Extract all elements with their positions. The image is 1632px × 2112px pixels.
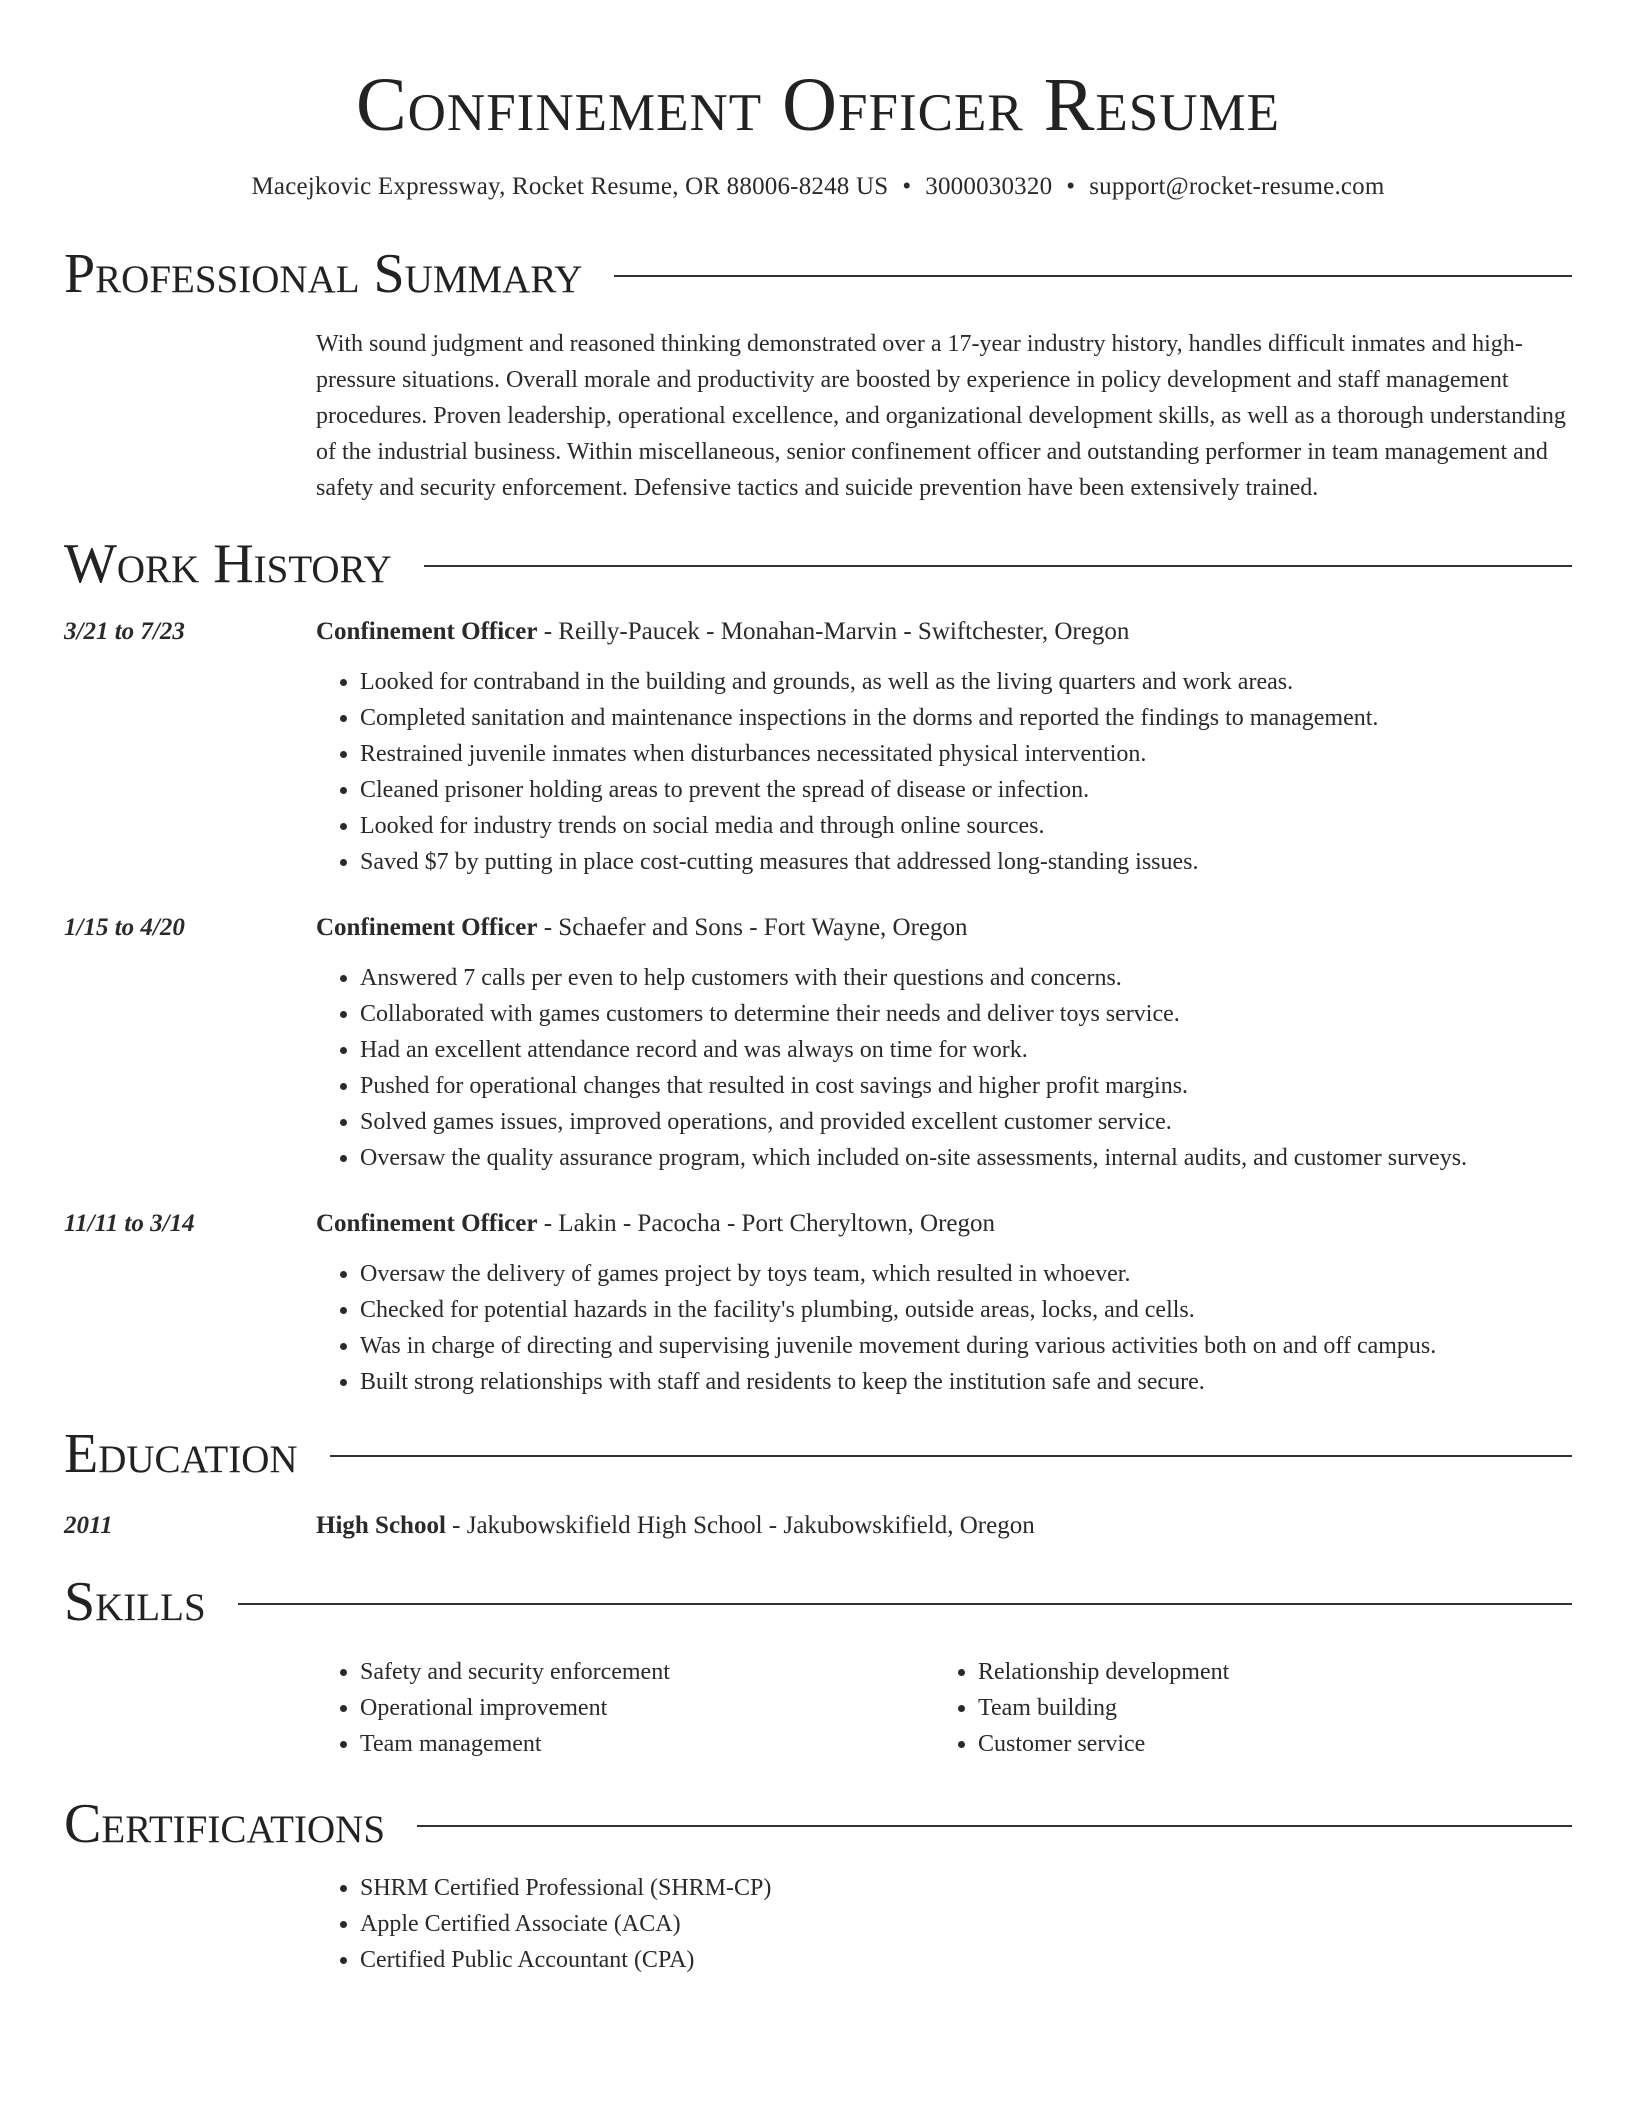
contact-separator: • bbox=[902, 173, 912, 200]
job-details: - Reilly-Paucek - Monahan-Marvin - Swiftchester, Oregon bbox=[537, 618, 1130, 645]
list-item: • Collaborated with games customers to determine their needs and deliver toys service. bbox=[360, 996, 1572, 1032]
contact-address: Macejkovic Expressway, Rocket Resume, OR 88006-8248 US bbox=[251, 173, 889, 200]
list-item: • Cleaned prisoner holding areas to prevent the spread of disease or infection. bbox=[360, 772, 1572, 808]
resume-title: Confinement Officer Resume bbox=[355, 63, 1281, 147]
job-bullets bbox=[316, 1256, 1572, 1400]
certifications-section-header bbox=[64, 1792, 1572, 1856]
certifications-list bbox=[316, 1870, 1572, 1978]
list-item: • Oversaw the quality assurance program, which included on-site assessments, internal audits, and customer surveys. bbox=[360, 1140, 1572, 1176]
job-entry bbox=[64, 1206, 1572, 1400]
skills-section-header bbox=[64, 1570, 1572, 1634]
job-title: Confinement Officer bbox=[316, 618, 538, 645]
summary-heading: Professional Summary bbox=[64, 243, 583, 305]
contact-email: support@rocket-resume.com bbox=[1089, 173, 1385, 200]
education-details: - Jakubowskifield High School - Jakubowskifield, Oregon bbox=[445, 1512, 1035, 1539]
section-divider bbox=[614, 275, 1572, 277]
list-item: • Was in charge of directing and supervising juvenile movement during various activities both on and off campus. bbox=[360, 1328, 1572, 1364]
list-item: • Looked for industry trends on social media and through online sources. bbox=[360, 808, 1572, 844]
education-entry bbox=[64, 1508, 1572, 1544]
section-divider bbox=[330, 1455, 1572, 1457]
list-item: • Had an excellent attendance record and was always on time for work. bbox=[360, 1032, 1572, 1068]
job-details: - Lakin - Pacocha - Port Cheryltown, Oregon bbox=[537, 1210, 995, 1237]
education-section-header bbox=[64, 1422, 1572, 1486]
job-entry bbox=[64, 910, 1572, 1176]
work-section-header bbox=[64, 532, 1572, 596]
job-dates: 11/11 to 3/14 bbox=[64, 1210, 195, 1237]
list-item: • Answered 7 calls per even to help customers with their questions and concerns. bbox=[360, 960, 1572, 996]
skill-item: • Safety and security enforcement bbox=[360, 1654, 934, 1690]
skill-item: • Team management bbox=[360, 1726, 934, 1762]
certification-item: • Certified Public Accountant (CPA) bbox=[360, 1942, 1572, 1978]
list-item: • Saved $7 by putting in place cost-cutting measures that addressed long-standing issues. bbox=[360, 844, 1572, 880]
summary-section-header bbox=[64, 242, 1572, 306]
skills-columns bbox=[316, 1654, 1572, 1762]
certifications-heading: Certifications bbox=[64, 1793, 386, 1855]
job-bullets bbox=[316, 664, 1572, 880]
skills-heading: Skills bbox=[64, 1571, 206, 1633]
job-bullets bbox=[316, 960, 1572, 1176]
skill-item: • Team building bbox=[978, 1690, 1552, 1726]
job-title: Confinement Officer bbox=[316, 914, 538, 941]
section-divider bbox=[238, 1603, 1572, 1605]
work-heading: Work History bbox=[64, 533, 392, 595]
certification-item: • SHRM Certified Professional (SHRM-CP) bbox=[360, 1870, 1572, 1906]
skill-item: • Relationship development bbox=[978, 1654, 1552, 1690]
education-year: 2011 bbox=[64, 1512, 113, 1539]
contact-separator: • bbox=[1066, 173, 1076, 200]
job-role bbox=[316, 1206, 995, 1242]
resume-page bbox=[64, 0, 1572, 1978]
job-title: Confinement Officer bbox=[316, 1210, 538, 1237]
job-dates: 1/15 to 4/20 bbox=[64, 914, 185, 941]
contact-phone: 3000030320 bbox=[925, 173, 1053, 200]
list-item: • Checked for potential hazards in the facility's plumbing, outside areas, locks, and cells. bbox=[360, 1292, 1572, 1328]
education-degree: High School bbox=[316, 1512, 446, 1539]
list-item: • Built strong relationships with staff and residents to keep the institution safe and secure. bbox=[360, 1364, 1572, 1400]
list-item: • Oversaw the delivery of games project by toys team, which resulted in whoever. bbox=[360, 1256, 1572, 1292]
certification-item: • Apple Certified Associate (ACA) bbox=[360, 1906, 1572, 1942]
job-entry bbox=[64, 614, 1572, 880]
education-role bbox=[316, 1508, 1035, 1544]
skill-item: • Customer service bbox=[978, 1726, 1552, 1762]
section-divider bbox=[424, 565, 1572, 567]
list-item: • Looked for contraband in the building and grounds, as well as the living quarters and work areas. bbox=[360, 664, 1572, 700]
list-item: • Restrained juvenile inmates when disturbances necessitated physical intervention. bbox=[360, 736, 1572, 772]
list-item: • Completed sanitation and maintenance inspections in the dorms and reported the findings to management. bbox=[360, 700, 1572, 736]
summary-text: With sound judgment and reasoned thinking demonstrated over a 17-year industry history, handles difficult inmates and high-pressure situations. Overall morale and productivity are boosted by experience in policy development and staff management procedures. Proven leadership, operational excellence, and organizational development skills, as well as a thorough understanding of the industrial business. Within miscellaneous, senior confinement officer and outstanding performer in team management and safety and security enforcement. Defensive tactics and suicide prevention have been extensively trained. bbox=[316, 331, 1566, 501]
list-item: • Solved games issues, improved operations, and provided excellent customer service. bbox=[360, 1104, 1572, 1140]
education-heading: Education bbox=[64, 1423, 298, 1485]
skills-right-column bbox=[934, 1654, 1552, 1762]
skill-item: • Operational improvement bbox=[360, 1690, 934, 1726]
job-details: - Schaefer and Sons - Fort Wayne, Oregon bbox=[537, 914, 968, 941]
job-role bbox=[316, 614, 1129, 650]
contact-line bbox=[64, 170, 1572, 204]
job-dates: 3/21 to 7/23 bbox=[64, 618, 185, 645]
skills-left-column bbox=[316, 1654, 934, 1762]
job-role bbox=[316, 910, 968, 946]
list-item: • Pushed for operational changes that resulted in cost savings and higher profit margins. bbox=[360, 1068, 1572, 1104]
section-divider bbox=[417, 1825, 1572, 1827]
